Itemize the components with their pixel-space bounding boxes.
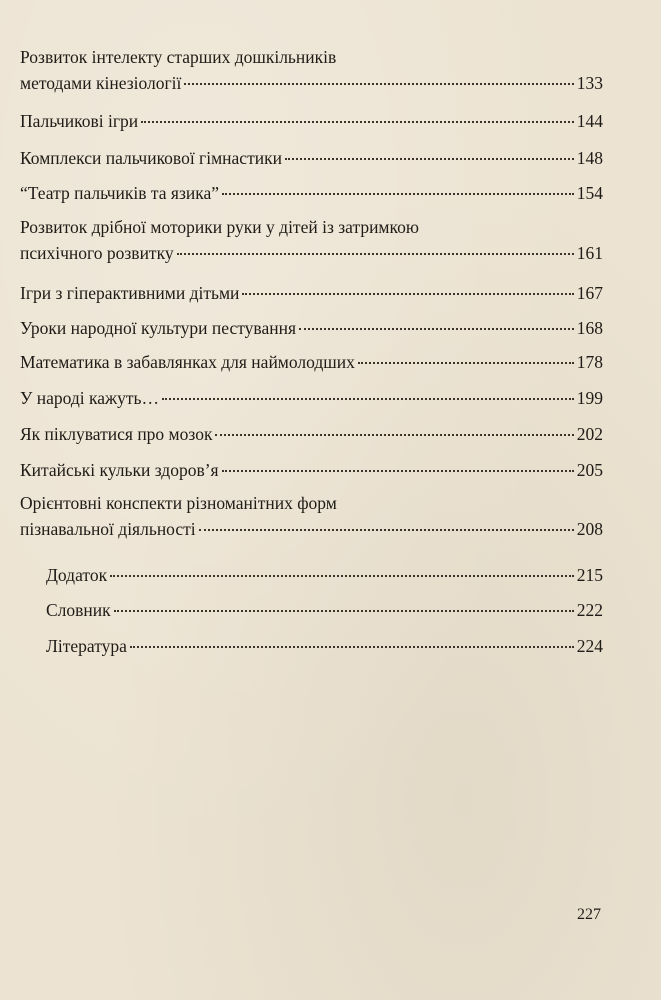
toc-entry-line [20,280,603,306]
toc-entry-page: 133 [576,73,603,93]
dot-leader [242,292,573,295]
toc-entry-title: Література [46,636,127,656]
dot-leader [130,645,574,648]
toc-entry-page: 202 [576,424,603,444]
toc-entry-title: Як піклуватися про мозок [20,424,213,444]
toc-entry [20,385,603,411]
toc-entry-line [20,180,603,206]
toc-entry-title: методами кінезіології [20,73,182,93]
toc-entry-line [20,145,603,171]
dot-leader [114,609,574,612]
toc-entry-line [46,633,603,659]
page-number: 227 [577,906,601,923]
toc-entry [20,457,603,483]
toc-entry-title: У народі кажуть… [20,388,160,408]
toc-entry-page: 148 [576,148,603,168]
toc-entry-title-line: Орієнтовні конспекти різноманітних форм [20,493,337,513]
toc-entry-page: 205 [576,460,603,480]
toc-entry [20,490,603,542]
toc-entry-title: Китайські кульки здоров’я [20,460,219,480]
toc-entry-title: пізнавальної діяльності [20,519,196,539]
toc-entry-line [20,516,603,542]
toc-entry [20,315,603,341]
toc-entry-line [20,240,603,266]
toc-entry-page: 178 [576,352,603,372]
dot-leader [299,327,574,330]
toc-entry [20,145,603,171]
toc-entry-line [20,421,603,447]
toc-entry [20,280,603,306]
toc-entry-title: Математика в забавлянках для наймолодших [20,352,355,372]
toc-entry [20,421,603,447]
toc-entry-line [20,315,603,341]
toc-entry-page: 208 [576,519,603,539]
toc-entry-line [20,349,603,375]
toc-entry-page: 144 [576,111,603,131]
dot-leader [141,120,574,123]
toc-entry-page: 161 [576,243,603,263]
dot-leader [222,192,574,195]
toc-entry [20,633,603,659]
toc-entry-title: психічного розвитку [20,243,174,263]
dot-leader [222,469,574,472]
toc-entry-line [20,108,603,134]
dot-leader [177,252,574,255]
toc-entry-page: 222 [576,600,603,620]
dot-leader [285,157,574,160]
toc-entry-title: Ігри з гіперактивними дітьми [20,283,240,303]
toc-entry-title-line: Розвиток дрібної моторики руки у дітей із затримкою [20,217,419,237]
toc-entry [20,44,603,96]
toc-entry-title-line: Розвиток інтелекту старших дошкільників [20,47,337,67]
toc-entry-title: Словник [46,600,111,620]
toc-entry-page: 168 [576,318,603,338]
toc-entry-page: 224 [576,636,603,656]
toc-entry-line [20,457,603,483]
dot-leader [110,574,574,577]
toc-entry-title: Уроки народної культури пестування [20,318,297,338]
toc-entry-title: Комплекси пальчикової гімнастики [20,148,282,168]
toc-entry-page: 167 [576,283,603,303]
dot-leader [162,397,574,400]
toc-entry-line [20,70,603,96]
toc-entry [20,108,603,134]
toc-entry-line [20,385,603,411]
toc-entry [20,562,603,588]
toc-entry-line [46,597,603,623]
toc-entry-page: 215 [576,565,603,585]
toc-entry [20,597,603,623]
dot-leader [215,433,573,436]
dot-leader [358,361,574,364]
toc-entry-title: Пальчикові ігри [20,111,139,131]
toc-entry-title: “Театр пальчиків та язика” [20,183,220,203]
toc-entry [20,349,603,375]
toc-entry [20,180,603,206]
toc-entry-title: Додаток [46,565,108,585]
dot-leader [199,528,574,531]
dot-leader [184,82,573,85]
toc-entry-page: 154 [576,183,603,203]
toc-entry [20,214,603,266]
toc-entry-line [46,562,603,588]
toc-entry-page: 199 [576,388,603,408]
